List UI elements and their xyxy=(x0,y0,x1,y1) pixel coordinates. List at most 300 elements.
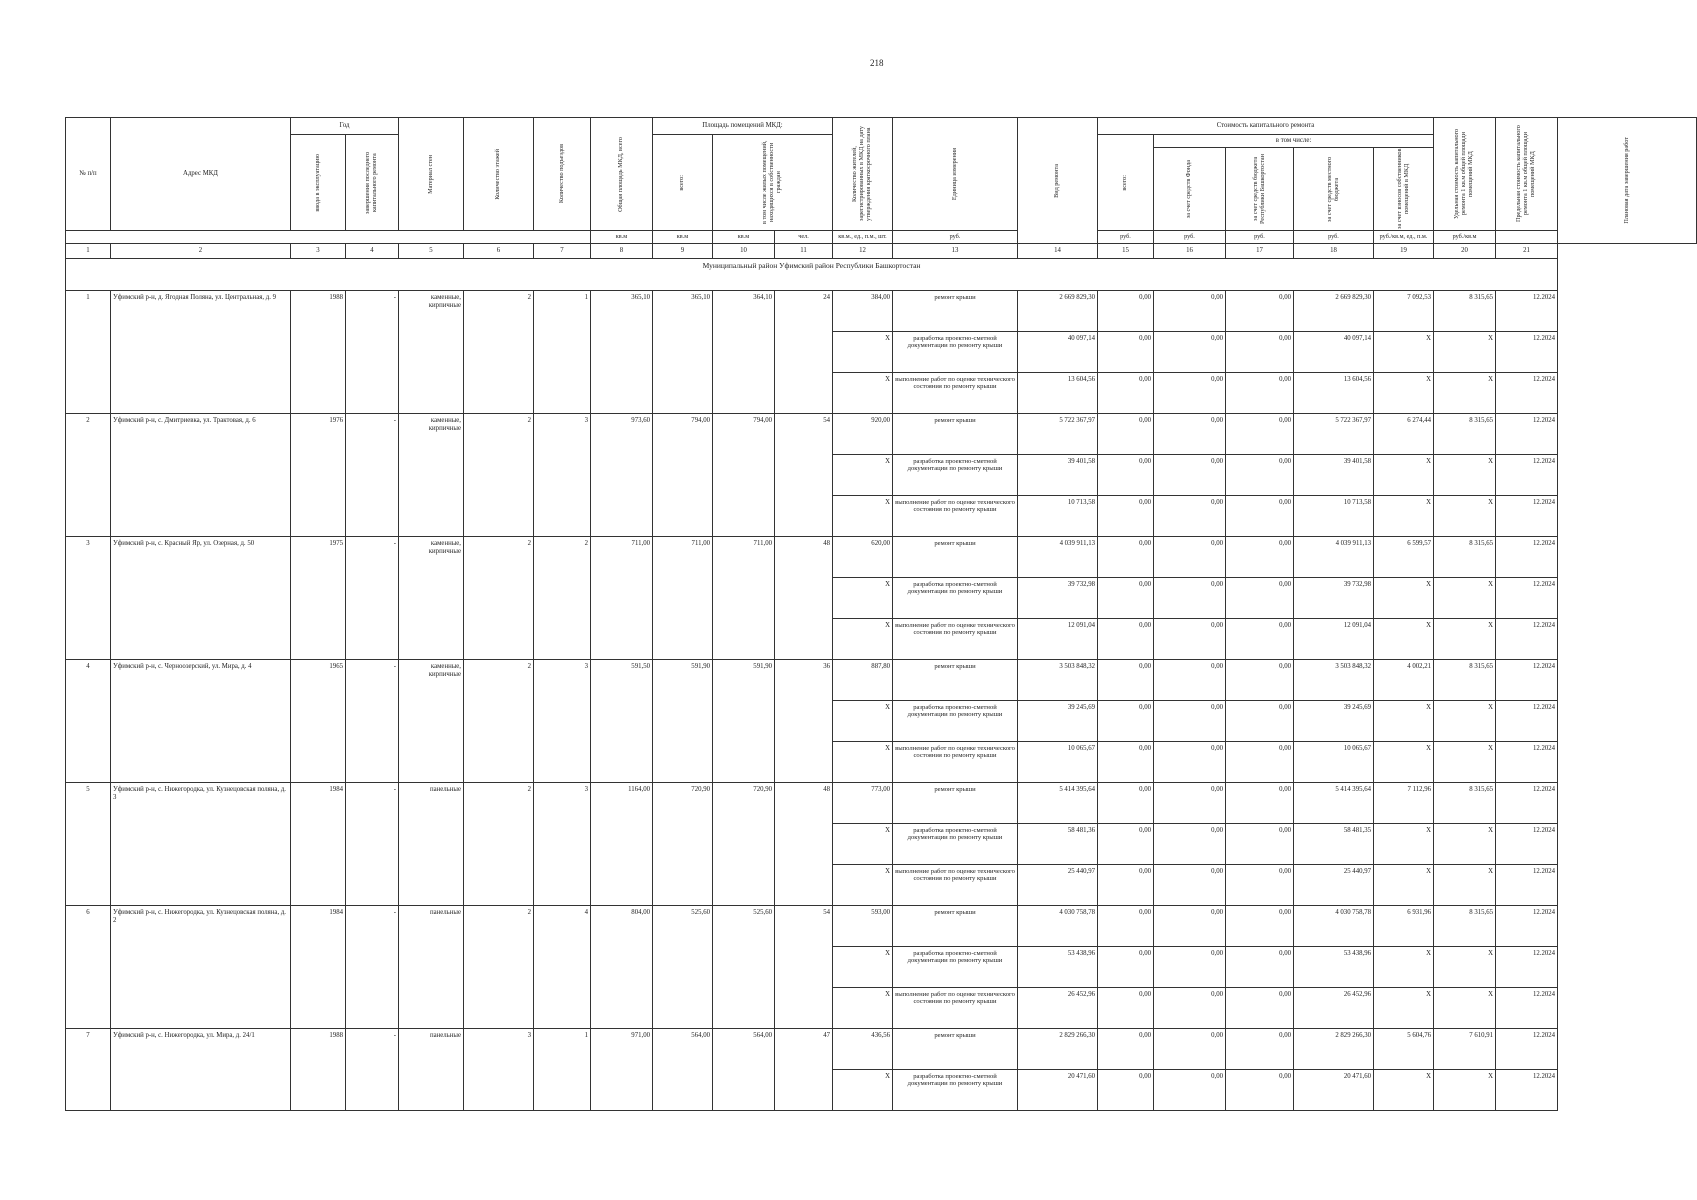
hdr-address: Адрес МКД xyxy=(111,118,291,231)
residents-count: 24 xyxy=(775,291,833,414)
building-number: 1 xyxy=(66,291,111,414)
unit-c8: кв.м xyxy=(591,231,653,244)
total-area: 1164,00 xyxy=(591,783,653,906)
cost-owners: 2 829 266,30 xyxy=(1294,1029,1374,1070)
cost-total: 2 829 266,30 xyxy=(1018,1029,1098,1070)
cost-total: 10 713,58 xyxy=(1018,496,1098,537)
col-number: 18 xyxy=(1294,244,1374,259)
floors-count: 2 xyxy=(464,906,534,1029)
cost-republic: 0,00 xyxy=(1154,865,1226,906)
unit-cost: X xyxy=(1374,496,1434,537)
building-number: 2 xyxy=(66,414,111,537)
unit-cost: 7 112,96 xyxy=(1374,783,1434,824)
planned-date: 12.2024 xyxy=(1496,783,1558,824)
total-area: 365,10 xyxy=(591,291,653,414)
year-last-repair: - xyxy=(346,414,399,537)
premises-area: 365,10 xyxy=(653,291,713,414)
col-number: 6 xyxy=(464,244,534,259)
cost-republic: 0,00 xyxy=(1154,332,1226,373)
work-volume: 773,00 xyxy=(833,783,893,824)
planned-date: 12.2024 xyxy=(1496,414,1558,455)
premises-owned-area: 564,00 xyxy=(713,1029,775,1111)
entrances-count: 1 xyxy=(534,1029,591,1111)
building-number: 6 xyxy=(66,906,111,1029)
hdr-planned-date: Плановая дата завершения работ xyxy=(1558,118,1697,244)
wall-material: каменные, кирпичные xyxy=(399,291,464,414)
cost-fund: 0,00 xyxy=(1098,537,1154,578)
work-volume: X xyxy=(833,578,893,619)
cost-owners: 5 414 395,64 xyxy=(1294,783,1374,824)
cost-owners: 39 732,98 xyxy=(1294,578,1374,619)
cost-republic: 0,00 xyxy=(1154,373,1226,414)
col-number: 10 xyxy=(713,244,775,259)
col-number: 11 xyxy=(775,244,833,259)
building-address: Уфимский р-н, с. Дмитриевка, ул. Трактовая, д. 6 xyxy=(111,414,291,537)
premises-area: 711,00 xyxy=(653,537,713,660)
planned-date: 12.2024 xyxy=(1496,1070,1558,1111)
hdr-floors: Количество этажей xyxy=(464,118,534,231)
work-type: ремонт крыши xyxy=(893,291,1018,332)
cost-fund: 0,00 xyxy=(1098,865,1154,906)
unit-cost: X xyxy=(1374,742,1434,783)
cost-total: 25 440,97 xyxy=(1018,865,1098,906)
cost-total: 26 452,96 xyxy=(1018,988,1098,1029)
work-volume: X xyxy=(833,373,893,414)
premises-owned-area: 364,10 xyxy=(713,291,775,414)
wall-material: каменные, кирпичные xyxy=(399,537,464,660)
col-number: 1 xyxy=(66,244,111,259)
cost-total: 5 722 367,97 xyxy=(1018,414,1098,455)
max-cost: 8 315,65 xyxy=(1434,783,1496,824)
year-commission: 1988 xyxy=(291,291,346,414)
premises-owned-area: 591,90 xyxy=(713,660,775,783)
cost-republic: 0,00 xyxy=(1154,455,1226,496)
year-commission: 1965 xyxy=(291,660,346,783)
residents-count: 54 xyxy=(775,414,833,537)
cost-total: 12 091,04 xyxy=(1018,619,1098,660)
cost-fund: 0,00 xyxy=(1098,619,1154,660)
total-area: 711,00 xyxy=(591,537,653,660)
floors-count: 2 xyxy=(464,291,534,414)
cost-fund: 0,00 xyxy=(1098,496,1154,537)
hdr-cost-republic: за счет средств бюджета Республики Башкортостан xyxy=(1226,148,1294,231)
cost-local: 0,00 xyxy=(1226,455,1294,496)
premises-area: 720,90 xyxy=(653,783,713,906)
cost-fund: 0,00 xyxy=(1098,414,1154,455)
col-number: 14 xyxy=(1018,244,1098,259)
work-type: разработка проектно-сметной документации по ремонту крыши xyxy=(893,578,1018,619)
building-row xyxy=(66,291,1697,332)
year-commission: 1984 xyxy=(291,906,346,1029)
wall-material: панельные xyxy=(399,1029,464,1111)
cost-republic: 0,00 xyxy=(1154,701,1226,742)
unit-cost: 4 002,21 xyxy=(1374,660,1434,701)
work-volume: X xyxy=(833,988,893,1029)
cost-total: 40 097,14 xyxy=(1018,332,1098,373)
col-number: 5 xyxy=(399,244,464,259)
building-address: Уфимский р-н, с. Нижегородка, ул. Кузнецовская поляна, д. 3 xyxy=(111,783,291,906)
unit-c16: руб. xyxy=(1154,231,1226,244)
cost-owners: 40 097,14 xyxy=(1294,332,1374,373)
unit-c11: чел. xyxy=(775,231,833,244)
year-last-repair: - xyxy=(346,291,399,414)
building-number: 7 xyxy=(66,1029,111,1111)
floors-count: 2 xyxy=(464,537,534,660)
cost-owners: 4 030 758,78 xyxy=(1294,906,1374,947)
cost-total: 58 481,36 xyxy=(1018,824,1098,865)
unit-cost: X xyxy=(1374,578,1434,619)
cost-total: 13 604,56 xyxy=(1018,373,1098,414)
unit-cost: 6 931,96 xyxy=(1374,906,1434,947)
building-number: 3 xyxy=(66,537,111,660)
max-cost: X xyxy=(1434,988,1496,1029)
cost-fund: 0,00 xyxy=(1098,701,1154,742)
cost-owners: 2 669 829,30 xyxy=(1294,291,1374,332)
work-type: выполнение работ по оценке технического состояния по ремонту крыши xyxy=(893,742,1018,783)
hdr-total-area: Общая площадь МКД, всего xyxy=(591,118,653,231)
floors-count: 3 xyxy=(464,1029,534,1111)
cost-owners: 10 713,58 xyxy=(1294,496,1374,537)
max-cost: X xyxy=(1434,947,1496,988)
unit-cost: X xyxy=(1374,947,1434,988)
max-cost: X xyxy=(1434,455,1496,496)
cost-owners: 53 438,96 xyxy=(1294,947,1374,988)
year-commission: 1976 xyxy=(291,414,346,537)
cost-local: 0,00 xyxy=(1226,414,1294,455)
work-type: разработка проектно-сметной документации по ремонту крыши xyxy=(893,1070,1018,1111)
max-cost: X xyxy=(1434,1070,1496,1111)
unit-cost: 7 092,53 xyxy=(1374,291,1434,332)
work-volume: X xyxy=(833,1070,893,1111)
cost-owners: 20 471,60 xyxy=(1294,1070,1374,1111)
work-type: ремонт крыши xyxy=(893,660,1018,701)
col-number: 4 xyxy=(346,244,399,259)
cost-owners: 10 065,67 xyxy=(1294,742,1374,783)
hdr-cost-local: за счет средств местного бюджета xyxy=(1294,148,1374,231)
cost-local: 0,00 xyxy=(1226,1029,1294,1070)
work-type: ремонт крыши xyxy=(893,906,1018,947)
hdr-year-commission: ввода в эксплуатацию xyxy=(291,135,346,231)
cost-owners: 4 039 911,13 xyxy=(1294,537,1374,578)
max-cost: X xyxy=(1434,865,1496,906)
hdr-work-type: Вид ремонта xyxy=(1018,118,1098,244)
work-volume: X xyxy=(833,619,893,660)
max-cost: X xyxy=(1434,701,1496,742)
units-row xyxy=(66,231,1697,244)
building-address: Уфимский р-н, д. Ягодная Поляна, ул. Центральная, д. 9 xyxy=(111,291,291,414)
building-address: Уфимский р-н, с. Красный Яр, ул. Озерная, д. 50 xyxy=(111,537,291,660)
building-address: Уфимский р-н, с. Нижегородка, ул. Мира, д. 24/1 xyxy=(111,1029,291,1111)
unit-c20: руб./кв.м xyxy=(1434,231,1496,244)
cost-republic: 0,00 xyxy=(1154,988,1226,1029)
residents-count: 48 xyxy=(775,537,833,660)
cost-republic: 0,00 xyxy=(1154,742,1226,783)
hdr-premises-total: всего: xyxy=(653,135,713,231)
cost-owners: 13 604,56 xyxy=(1294,373,1374,414)
unit-cost: 6 599,57 xyxy=(1374,537,1434,578)
wall-material: каменные, кирпичные xyxy=(399,660,464,783)
unit-c19: руб./кв.м, ед., п.м. xyxy=(1374,231,1434,244)
cost-republic: 0,00 xyxy=(1154,537,1226,578)
entrances-count: 3 xyxy=(534,414,591,537)
cost-fund: 0,00 xyxy=(1098,1029,1154,1070)
max-cost: X xyxy=(1434,824,1496,865)
unit-cost: X xyxy=(1374,988,1434,1029)
unit-c14: руб. xyxy=(893,231,1018,244)
cost-local: 0,00 xyxy=(1226,742,1294,783)
unit-cost: X xyxy=(1374,701,1434,742)
capital-repair-table xyxy=(65,117,1697,1111)
hdr-year-last: завершения последнего капитального ремонта xyxy=(346,135,399,231)
max-cost: 8 315,65 xyxy=(1434,291,1496,332)
cost-local: 0,00 xyxy=(1226,496,1294,537)
hdr-year-group: Год xyxy=(291,118,399,135)
year-commission: 1988 xyxy=(291,1029,346,1111)
cost-total: 2 669 829,30 xyxy=(1018,291,1098,332)
hdr-entrances: Количество подъездов xyxy=(534,118,591,231)
cost-fund: 0,00 xyxy=(1098,1070,1154,1111)
entrances-count: 4 xyxy=(534,906,591,1029)
cost-republic: 0,00 xyxy=(1154,824,1226,865)
floors-count: 2 xyxy=(464,414,534,537)
work-type: ремонт крыши xyxy=(893,783,1018,824)
col-number: 17 xyxy=(1226,244,1294,259)
work-type: ремонт крыши xyxy=(893,537,1018,578)
cost-fund: 0,00 xyxy=(1098,373,1154,414)
residents-count: 36 xyxy=(775,660,833,783)
col-number: 12 xyxy=(833,244,893,259)
work-volume: X xyxy=(833,742,893,783)
building-row xyxy=(66,414,1697,455)
planned-date: 12.2024 xyxy=(1496,701,1558,742)
unit-cost: X xyxy=(1374,865,1434,906)
column-numbers-row xyxy=(66,244,1697,259)
cost-local: 0,00 xyxy=(1226,865,1294,906)
entrances-count: 1 xyxy=(534,291,591,414)
max-cost: 8 315,65 xyxy=(1434,537,1496,578)
col-number: 13 xyxy=(893,244,1018,259)
unit-c9: кв.м xyxy=(653,231,713,244)
cost-fund: 0,00 xyxy=(1098,783,1154,824)
col-number: 16 xyxy=(1154,244,1226,259)
cost-republic: 0,00 xyxy=(1154,783,1226,824)
wall-material: панельные xyxy=(399,783,464,906)
col-number: 3 xyxy=(291,244,346,259)
planned-date: 12.2024 xyxy=(1496,660,1558,701)
max-cost: X xyxy=(1434,578,1496,619)
work-volume: X xyxy=(833,824,893,865)
cost-owners: 39 245,69 xyxy=(1294,701,1374,742)
max-cost: X xyxy=(1434,619,1496,660)
work-volume: 384,00 xyxy=(833,291,893,332)
work-type: разработка проектно-сметной документации по ремонту крыши xyxy=(893,824,1018,865)
building-row xyxy=(66,783,1697,824)
year-commission: 1984 xyxy=(291,783,346,906)
work-volume: X xyxy=(833,947,893,988)
entrances-count: 2 xyxy=(534,537,591,660)
planned-date: 12.2024 xyxy=(1496,947,1558,988)
work-volume: 593,00 xyxy=(833,906,893,947)
hdr-cost-total: всего: xyxy=(1098,135,1154,231)
cost-fund: 0,00 xyxy=(1098,824,1154,865)
wall-material: каменные, кирпичные xyxy=(399,414,464,537)
planned-date: 12.2024 xyxy=(1496,1029,1558,1070)
unit-c10: кв.м xyxy=(713,231,775,244)
planned-date: 12.2024 xyxy=(1496,988,1558,1029)
municipality-title: Муниципальный район Уфимский район Республики Башкортостан xyxy=(66,259,1558,291)
cost-local: 0,00 xyxy=(1226,1070,1294,1111)
cost-fund: 0,00 xyxy=(1098,660,1154,701)
cost-local: 0,00 xyxy=(1226,947,1294,988)
cost-republic: 0,00 xyxy=(1154,291,1226,332)
cost-republic: 0,00 xyxy=(1154,660,1226,701)
planned-date: 12.2024 xyxy=(1496,906,1558,947)
planned-date: 12.2024 xyxy=(1496,865,1558,906)
cost-total: 4 039 911,13 xyxy=(1018,537,1098,578)
work-volume: 436,56 xyxy=(833,1029,893,1070)
entrances-count: 3 xyxy=(534,660,591,783)
table-body xyxy=(66,259,1697,1111)
premises-area: 564,00 xyxy=(653,1029,713,1111)
hdr-cost-group: Стоимость капитального ремонта xyxy=(1098,118,1434,135)
max-cost: 8 315,65 xyxy=(1434,906,1496,947)
cost-total: 5 414 395,64 xyxy=(1018,783,1098,824)
unit-cost: X xyxy=(1374,619,1434,660)
max-cost: X xyxy=(1434,496,1496,537)
entrances-count: 3 xyxy=(534,783,591,906)
cost-owners: 39 401,58 xyxy=(1294,455,1374,496)
cost-local: 0,00 xyxy=(1226,701,1294,742)
col-number: 15 xyxy=(1098,244,1154,259)
cost-owners: 5 722 367,97 xyxy=(1294,414,1374,455)
wall-material: панельные xyxy=(399,906,464,1029)
hdr-num: № п/п xyxy=(66,118,111,231)
col-number: 20 xyxy=(1434,244,1496,259)
hdr-residents: Количество жителей, зарегистрированных в МКД на дату утверждения краткосрочного плана xyxy=(833,118,893,231)
planned-date: 12.2024 xyxy=(1496,291,1558,332)
unit-c15: руб. xyxy=(1098,231,1154,244)
work-volume: 920,00 xyxy=(833,414,893,455)
premises-owned-area: 794,00 xyxy=(713,414,775,537)
unit-c18: руб. xyxy=(1294,231,1374,244)
work-volume: X xyxy=(833,496,893,537)
cost-local: 0,00 xyxy=(1226,660,1294,701)
unit-cost: X xyxy=(1374,1070,1434,1111)
max-cost: 8 315,65 xyxy=(1434,660,1496,701)
cost-republic: 0,00 xyxy=(1154,414,1226,455)
planned-date: 12.2024 xyxy=(1496,742,1558,783)
premises-area: 525,60 xyxy=(653,906,713,1029)
building-row xyxy=(66,537,1697,578)
cost-republic: 0,00 xyxy=(1154,1029,1226,1070)
col-number: 9 xyxy=(653,244,713,259)
work-type: ремонт крыши xyxy=(893,414,1018,455)
work-type: разработка проектно-сметной документации по ремонту крыши xyxy=(893,332,1018,373)
cost-total: 39 401,58 xyxy=(1018,455,1098,496)
planned-date: 12.2024 xyxy=(1496,496,1558,537)
cost-republic: 0,00 xyxy=(1154,1070,1226,1111)
building-row xyxy=(66,1029,1697,1070)
cost-owners: 12 091,04 xyxy=(1294,619,1374,660)
cost-total: 20 471,60 xyxy=(1018,1070,1098,1111)
unit-c17: руб. xyxy=(1226,231,1294,244)
year-last-repair: - xyxy=(346,783,399,906)
work-volume: X xyxy=(833,332,893,373)
year-commission: 1975 xyxy=(291,537,346,660)
hdr-max-cost: Предельная стоимость капитального ремонта 1 кв.м общей площади помещений МКД xyxy=(1496,118,1558,231)
work-volume: 620,00 xyxy=(833,537,893,578)
cost-fund: 0,00 xyxy=(1098,947,1154,988)
unit-cost: X xyxy=(1374,373,1434,414)
work-type: выполнение работ по оценке технического состояния по ремонту крыши xyxy=(893,988,1018,1029)
total-area: 973,60 xyxy=(591,414,653,537)
col-number: 8 xyxy=(591,244,653,259)
planned-date: 12.2024 xyxy=(1496,619,1558,660)
total-area: 971,00 xyxy=(591,1029,653,1111)
unit-cost: X xyxy=(1374,332,1434,373)
cost-fund: 0,00 xyxy=(1098,988,1154,1029)
total-area: 591,50 xyxy=(591,660,653,783)
floors-count: 2 xyxy=(464,660,534,783)
work-type: разработка проектно-сметной документации по ремонту крыши xyxy=(893,947,1018,988)
building-row xyxy=(66,906,1697,947)
cost-local: 0,00 xyxy=(1226,988,1294,1029)
building-address: Уфимский р-н, с. Черноозерский, ул. Мира, д. 4 xyxy=(111,660,291,783)
planned-date: 12.2024 xyxy=(1496,824,1558,865)
cost-republic: 0,00 xyxy=(1154,619,1226,660)
cost-total: 3 503 848,32 xyxy=(1018,660,1098,701)
max-cost: X xyxy=(1434,742,1496,783)
max-cost: 8 315,65 xyxy=(1434,414,1496,455)
col-number: 21 xyxy=(1496,244,1558,259)
hdr-volume: Единица измерения xyxy=(893,118,1018,231)
floors-count: 2 xyxy=(464,783,534,906)
total-area: 804,00 xyxy=(591,906,653,1029)
premises-owned-area: 720,90 xyxy=(713,783,775,906)
cost-fund: 0,00 xyxy=(1098,742,1154,783)
cost-total: 39 732,98 xyxy=(1018,578,1098,619)
cost-local: 0,00 xyxy=(1226,578,1294,619)
year-last-repair: - xyxy=(346,537,399,660)
hdr-premises-owned: в том числе жилых помещений, находящихся в собственности граждан xyxy=(713,135,833,231)
cost-owners: 58 481,35 xyxy=(1294,824,1374,865)
hdr-cost-owners: за счет взносов собственников помещений в МКД xyxy=(1374,148,1434,231)
work-type: выполнение работ по оценке технического состояния по ремонту крыши xyxy=(893,619,1018,660)
building-row xyxy=(66,660,1697,701)
municipality-row xyxy=(66,259,1697,291)
work-type: выполнение работ по оценке технического состояния по ремонту крыши xyxy=(893,865,1018,906)
cost-fund: 0,00 xyxy=(1098,906,1154,947)
building-number: 4 xyxy=(66,660,111,783)
cost-fund: 0,00 xyxy=(1098,332,1154,373)
max-cost: X xyxy=(1434,373,1496,414)
hdr-incl: в том числе: xyxy=(1154,135,1434,148)
cost-total: 10 065,67 xyxy=(1018,742,1098,783)
cost-local: 0,00 xyxy=(1226,291,1294,332)
cost-local: 0,00 xyxy=(1226,783,1294,824)
premises-owned-area: 711,00 xyxy=(713,537,775,660)
unit-cost: 5 604,76 xyxy=(1374,1029,1434,1070)
cost-local: 0,00 xyxy=(1226,906,1294,947)
cost-total: 39 245,69 xyxy=(1018,701,1098,742)
table-header xyxy=(66,118,1697,259)
col-number: 2 xyxy=(111,244,291,259)
col-number: 19 xyxy=(1374,244,1434,259)
hdr-premises-group: Площадь помещений МКД: xyxy=(653,118,833,135)
work-volume: X xyxy=(833,701,893,742)
planned-date: 12.2024 xyxy=(1496,537,1558,578)
page-number: 218 xyxy=(870,58,884,68)
